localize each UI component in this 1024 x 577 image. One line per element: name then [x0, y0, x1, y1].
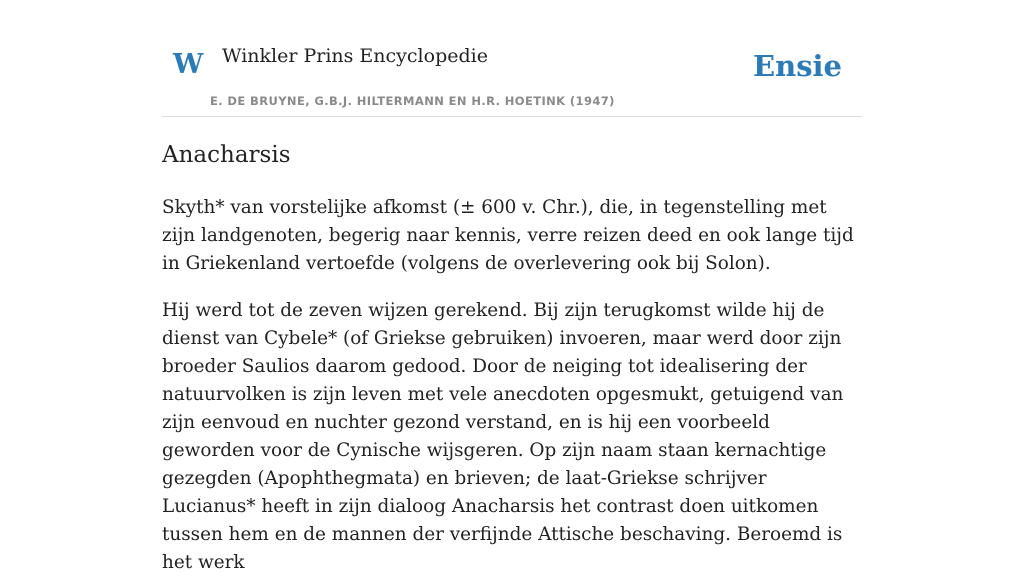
authors-line: E. DE BRUYNE, G.B.J. HILTERMANN EN H.R. HOETINK (1947): [210, 94, 615, 108]
article-body: [162, 194, 862, 577]
article-paragraph: Hij werd tot de zeven wijzen gerekend. Bij zijn terugkomst wilde hij de dienst van Cybele* (of Griekse gebruiken) invoeren, maar werd door zijn broeder Saulios daarom gedood. Door de neiging tot idealisering der natuurvolken is zijn leven met vele anecdoten opgesmukt, getuigend van zijn eenvoud en nuchter gezond verstand, en is hij een voorbeeld geworden voor de Cynische wijsgeren. Op zijn naam staan kernachtige gezegden (Apophthegmata) en brieven; de laat-Griekse schrijver Lucianus* heeft in zijn dialoog Anacharsis het contrast doen uitkomen tussen hem en de mannen der verfijnde Attische beschaving. Beroemd is het werk: [162, 299, 844, 573]
site-header: [162, 0, 862, 117]
article-title: Anacharsis: [162, 142, 291, 168]
page: [162, 0, 862, 577]
ensie-brand-link[interactable]: Ensie: [753, 49, 842, 83]
winkler-prins-logo-icon[interactable]: W: [173, 49, 204, 80]
site-title[interactable]: Winkler Prins Encyclopedie: [222, 45, 488, 67]
article-paragraph: Skyth* van vorstelijke afkomst (± 600 v. Chr.), die, in tegenstelling met zijn landgenoten, begerig naar kennis, verre reizen deed en ook lange tijd in Griekenland vertoefde (volgens de overlevering ook bij Solon).: [162, 196, 854, 274]
